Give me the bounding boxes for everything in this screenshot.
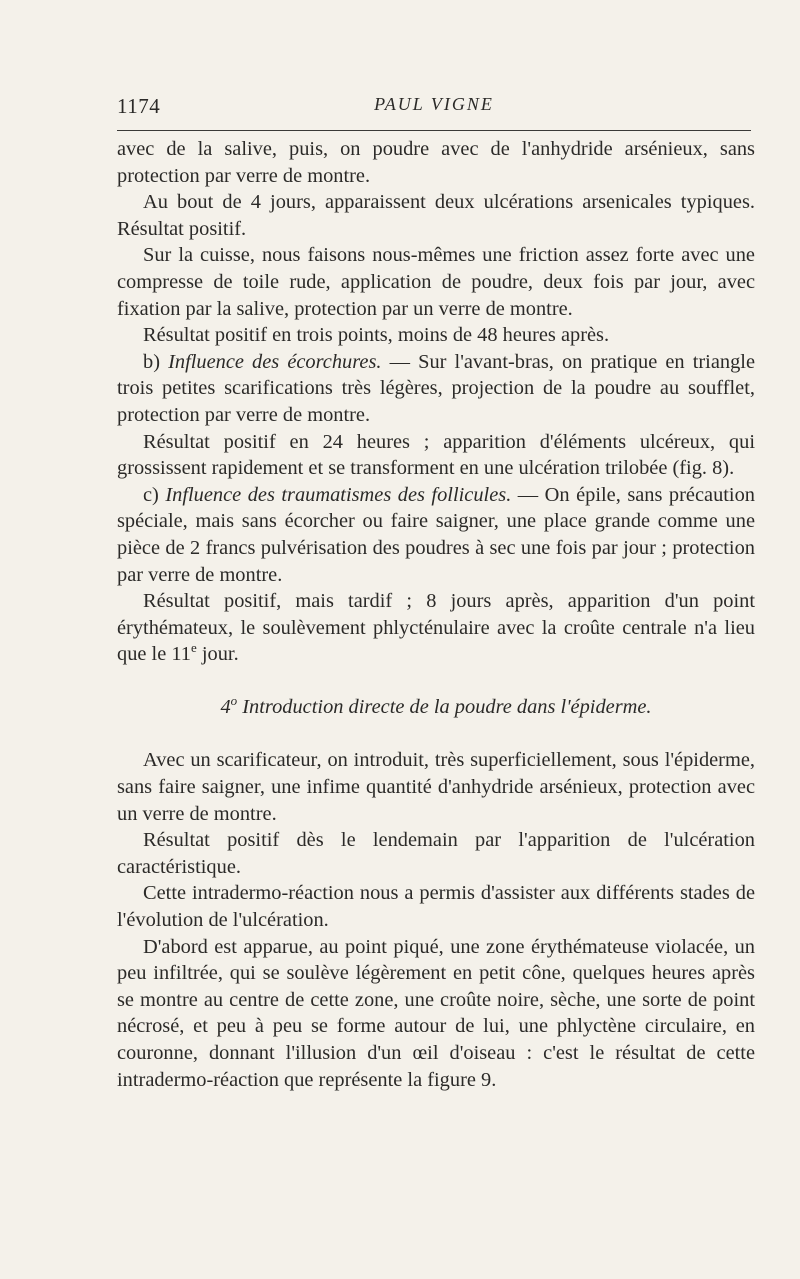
paragraph-subsection-c: [117, 482, 755, 588]
paragraph-subsection-b: [117, 349, 755, 429]
section-number-degree: o: [230, 693, 238, 709]
header-rule: [117, 130, 751, 131]
subsection-title: Influence des écorchures.: [168, 350, 382, 373]
ordinal-superscript: e: [191, 640, 197, 656]
section-title: Introduction directe de la poudre dans l'épiderme.: [237, 695, 652, 718]
running-head: [117, 94, 751, 124]
paragraph-text-tail: jour.: [196, 643, 239, 666]
paragraph: Au bout de 4 jours, apparaissent deux ulcérations arsenicales typiques. Résultat positif.: [117, 191, 755, 240]
paragraph: Avec un scarificateur, on introduit, très superficiellement, sous l'épiderme, sans faire saigner, une infime quantité d'anhydride arsénieux, protection avec un verre de montre.: [117, 749, 755, 825]
section-number: 4: [220, 695, 231, 718]
section-heading: [117, 694, 755, 721]
paragraph: Résultat positif dès le lendemain par l'apparition de l'ulcération caractéristique.: [117, 829, 755, 878]
paragraph: Cette intradermo-réaction nous a permis d'assister aux différents stades de l'évolution de l'ulcération.: [117, 882, 755, 932]
subsection-text: — Sur l'avant-bras, on pratique en triangle trois petites scarifications très légères, projection de la poudre au soufflet, protection par verre de montre.: [117, 350, 755, 426]
subsection-marker: b): [143, 350, 169, 373]
running-title: PAUL VIGNE: [374, 94, 494, 114]
subsection-marker: c): [143, 483, 166, 506]
page-number: 1174: [117, 94, 161, 118]
subsection-title: Influence des traumatismes des follicules.: [165, 483, 512, 506]
paragraph-text: Résultat positif, mais tardif ; 8 jours après, apparition d'un point érythémateux, le soulèvement phlycténulaire avec la croûte centrale n'a lieu que le 11: [117, 590, 755, 666]
paragraph: Résultat positif en trois points, moins de 48 heures après.: [143, 324, 610, 347]
paragraph: avec de la salive, puis, on poudre avec de l'anhydride arsénieux, sans protection par verre de montre.: [117, 138, 755, 187]
body-text: [117, 136, 755, 1093]
paragraph: Sur la cuisse, nous faisons nous-mêmes une friction assez forte avec une compresse de toile rude, application de poudre, deux fois par jour, avec fixation par la salive, protection par un verre de montre.: [117, 244, 755, 320]
subsection-text: — On épile, sans précaution spéciale, mais sans écorcher ou faire saigner, une place grande comme une pièce de 2 francs pulvérisation des poudres à sec une fois par jour ; protection par verre de montre.: [117, 483, 755, 586]
paragraph: [117, 588, 755, 668]
paragraph: D'abord est apparue, au point piqué, une zone érythémateuse violacée, un peu infiltrée, qui se soulève légèrement en petit cône, quelques heures après se montre au centre de cette zone, une croûte noire, sèche, une sorte de point nécrosé, et peu à peu se forme autour de lui, une phlyctène circulaire, en couronne, donnant l'illusion d'un œil d'oiseau : c'est le résultat de cette intradermo-réaction que représente la figure 9.: [117, 935, 755, 1091]
paragraph: Résultat positif en 24 heures ; apparition d'éléments ulcéreux, qui grossissent rapidement et se transforment en une ulcération trilobée (fig. 8).: [117, 430, 755, 480]
